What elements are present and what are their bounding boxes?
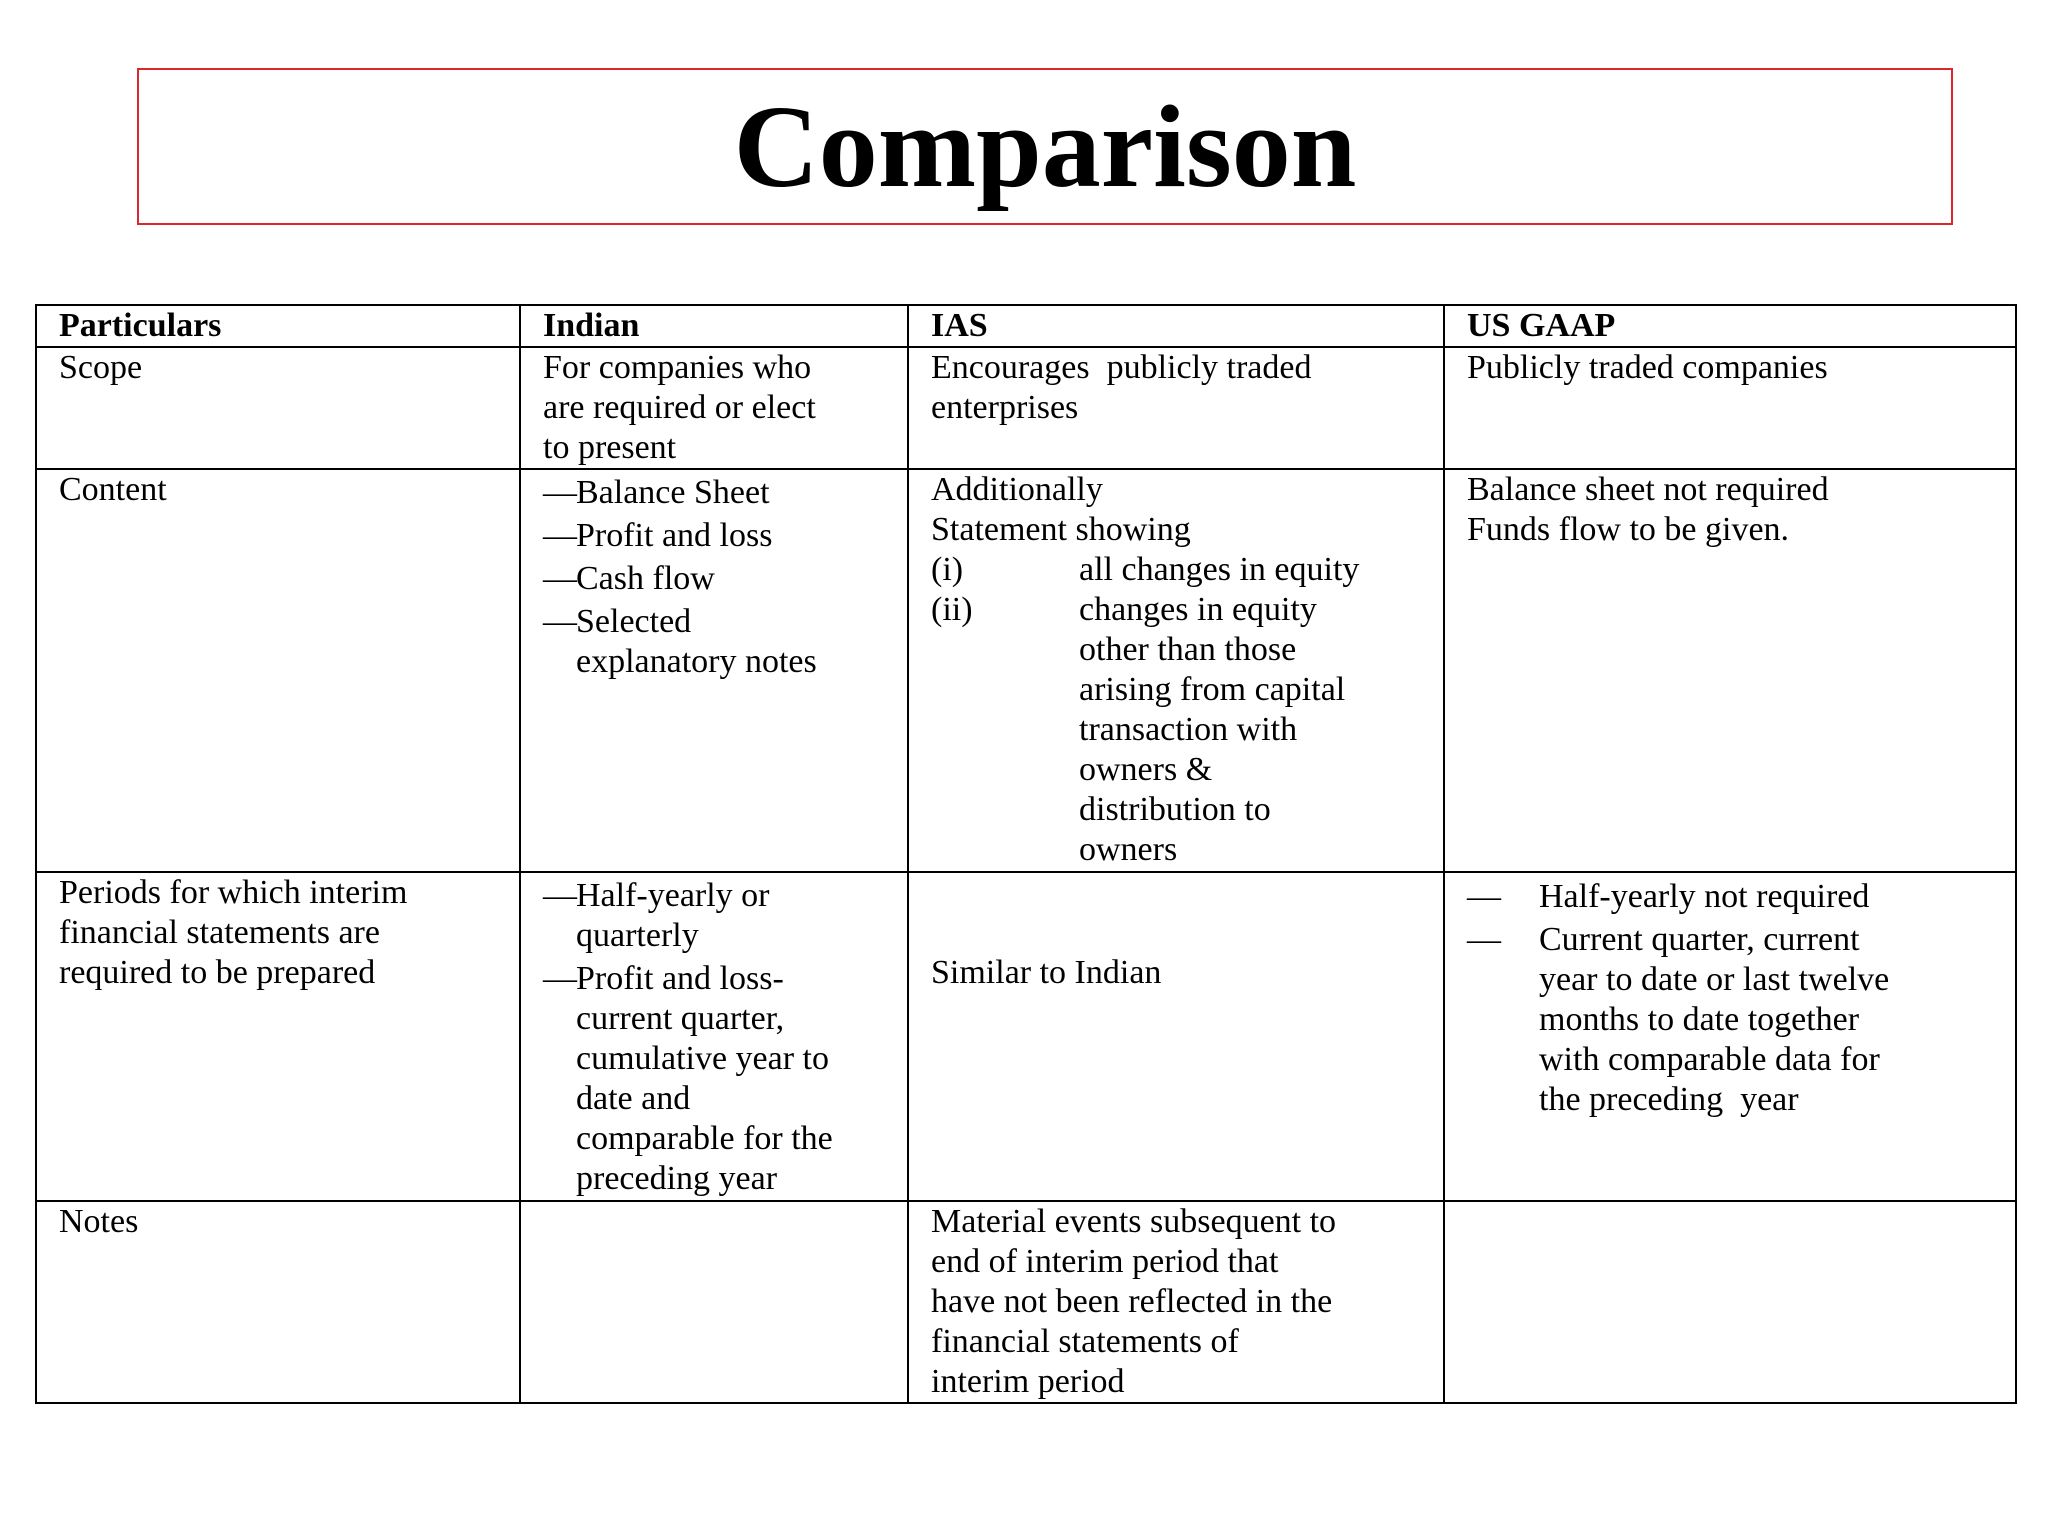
cell-text: Funds flow to be given. [1467,511,1790,548]
cell-text: cumulative year to [576,1040,830,1077]
list-item [543,959,889,1199]
list-item [543,559,889,599]
table-row-notes [36,1201,2016,1403]
list-item [543,516,889,556]
cell-text: Content [59,471,167,508]
cell-text: interim period [931,1363,1125,1400]
cell-text: Profit and loss [576,517,773,554]
header-us-gaap: US GAAP [1444,305,2016,347]
cell-notes-label [36,1201,520,1403]
cell-text: transaction with [1079,711,1298,748]
cell-content-ias [908,469,1444,872]
cell-text: other than those [1079,631,1297,668]
cell-text: Current quarter, current [1539,921,1860,958]
cell-text: Balance Sheet [576,474,770,511]
cell-text: all changes in equity [1079,551,1360,588]
cell-text: comparable for the [576,1120,833,1157]
dash-marker: — [1467,921,1501,958]
cell-text: Scope [59,349,143,386]
cell-periods-ias [908,872,1444,1201]
cell-content-indian [520,469,908,872]
cell-text: arising from capital [1079,671,1346,708]
cell-notes-indian [520,1201,908,1403]
cell-text: distribution to [1079,791,1271,828]
title-box [137,68,1953,225]
table-row-periods [36,872,2016,1201]
header-ias: IAS [908,305,1444,347]
cell-text: Balance sheet not required [1467,471,1829,508]
cell-text: financial statements are [59,914,380,951]
cell-scope-ias [908,347,1444,469]
cell-content-label [36,469,520,872]
cell-text: to present [543,429,677,466]
list-item [1467,920,1997,1120]
cell-text: Profit and loss- [576,960,784,997]
list-item [543,602,889,682]
cell-text: Periods for which interim [59,874,408,911]
cell-text: have not been reflected in the [931,1283,1333,1320]
dash-marker: — [543,560,577,597]
comparison-table [35,304,2017,1404]
dash-marker: — [543,517,577,554]
cell-text: financial statements of [931,1323,1239,1360]
cell-text: quarterly [576,917,699,954]
header-particulars: Particulars [36,305,520,347]
cell-periods-label [36,872,520,1201]
dash-marker: — [543,960,577,997]
cell-text: with comparable data for [1539,1041,1880,1078]
cell-text: owners & [1079,751,1213,788]
cell-text: months to date together [1539,1001,1860,1038]
cell-text: enterprises [931,389,1079,426]
cell-scope-label [36,347,520,469]
cell-text: the preceding year [1539,1081,1799,1118]
cell-text: Additionally [931,471,1103,508]
dash-marker: — [543,603,577,640]
cell-text: preceding year [576,1160,778,1197]
list-item [931,590,1425,870]
cell-scope-indian [520,347,908,469]
cell-text: Material events subsequent to [931,1203,1337,1240]
dash-marker: — [543,877,577,914]
cell-notes-ias [908,1201,1444,1403]
cell-periods-us-gaap [1444,872,2016,1201]
cell-text: Half-yearly or [576,877,770,914]
cell-text: Notes [59,1203,139,1240]
cell-text: are required or elect [543,389,816,426]
dash-marker: — [543,474,577,511]
list-number: (ii) [931,591,973,628]
cell-text: Selected [576,603,692,640]
cell-text: owners [1079,831,1178,868]
table-row-content [36,469,2016,872]
header-row [36,305,2016,347]
cell-text: year to date or last twelve [1539,961,1890,998]
list-item [1467,877,1997,917]
list-item [931,550,1425,590]
cell-content-us-gaap [1444,469,2016,872]
cell-text: Half-yearly not required [1539,878,1870,915]
cell-text: current quarter, [576,1000,785,1037]
list-item [543,876,889,956]
cell-notes-us-gaap [1444,1201,2016,1403]
cell-text: changes in equity [1079,591,1317,628]
header-indian: Indian [520,305,908,347]
cell-text: date and [576,1080,691,1117]
page-title: Comparison [733,80,1357,212]
dash-marker: — [1467,878,1501,915]
table-row-scope [36,347,2016,469]
cell-text: required to be prepared [59,954,376,991]
cell-text: For companies who [543,349,812,386]
cell-text: Publicly traded companies [1467,349,1828,386]
list-item [543,473,889,513]
cell-text: Encourages publicly traded [931,349,1312,386]
cell-scope-us-gaap [1444,347,2016,469]
list-number: (i) [931,551,964,588]
cell-periods-indian [520,872,908,1201]
cell-text: Similar to Indian [931,954,1162,991]
cell-text: end of interim period that [931,1243,1279,1280]
cell-text: Cash flow [576,560,715,597]
cell-text: explanatory notes [576,643,817,680]
cell-text: Statement showing [931,511,1191,548]
